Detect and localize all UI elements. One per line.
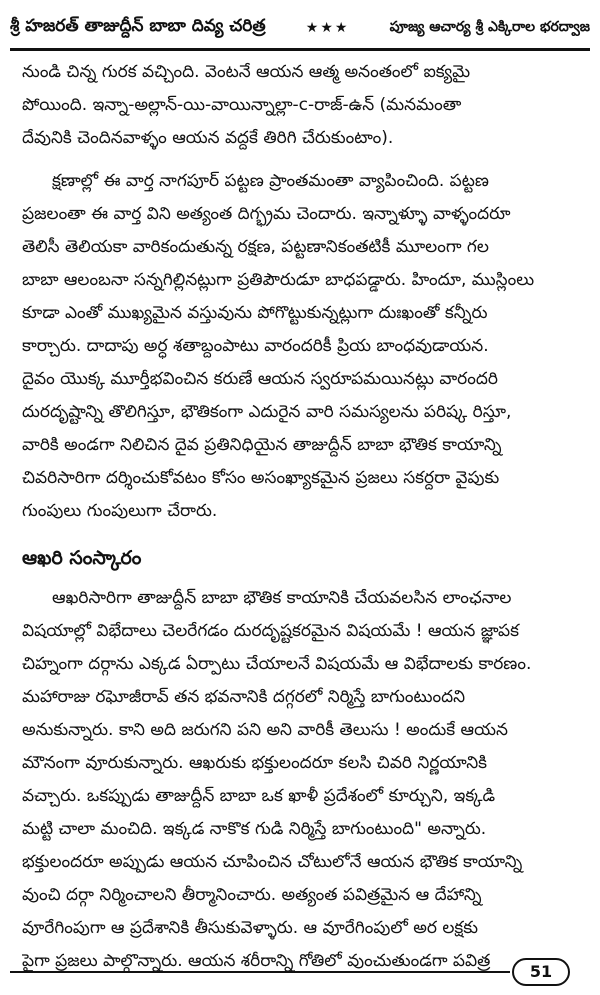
text-line: ఆఖరిసారిగా తాజుద్దీన్ బాబా భౌతిక కాయానికి చేయవలసిన లాంఛనాల	[52, 588, 512, 608]
text-line: వుంచి దర్గా నిర్మించాలని తీర్మానించారు. అత్యంత పవిత్రమైన ఆ దేహాన్ని	[22, 885, 482, 905]
page-footer	[10, 958, 590, 986]
page-body	[22, 56, 578, 988]
text-line: మౌనంగా వూరుకున్నారు. ఆఖరుకు భక్తులందరూ కలసి చివరి నిర్ణయానికి	[22, 753, 488, 773]
text-line: బాబా ఆలంబనా సన్నగిల్లినట్లుగా ప్రతిపౌరుడూ బాధపడ్డారు. హిందూ, ముస్లింలు	[22, 270, 535, 290]
text-line: ప్రజలంతా ఈ వార్త విని అత్యంత దిగ్భ్రమ చెందారు. ఇన్నాళ్ళూ వాళ్ళందరూ	[22, 204, 511, 224]
text-line: చిహ్నంగా దర్గాను ఎక్కడ ఏర్పాటు చేయాలనే విషయమే ఆ విభేదాలకు కారణం.	[22, 654, 532, 674]
text-line: కూడా ఎంతో ముఖ్యమైన వస్తువును పోగొట్టుకున్నట్లుగా దుఃఖంతో కన్నీరు	[22, 303, 488, 323]
paragraph-2	[22, 165, 578, 528]
text-line: క్షణాల్లో ఈ వార్త నాగపూర్ పట్టణ ప్రాంతమంతా వ్యాపించింది. పట్టణ	[52, 171, 489, 191]
star-ornament: ★★★	[305, 20, 350, 36]
text-line: కార్చారు. దాదాపు అర్ధ శతాబ్దంపాటు వారందరికీ ప్రియ బాంధవుడాయన.	[22, 336, 489, 356]
text-line: భక్తులందరూ అప్పుడు ఆయన చూపించిన చోటులోనే ఆయన భౌతిక కాయాన్ని	[22, 852, 523, 872]
text-line: అనుకున్నారు. కాని అది జరుగని పని అని వారికీ తెలుసు ! అందుకే ఆయన	[22, 720, 508, 740]
paragraph-3	[22, 582, 578, 978]
text-line: దైవం యొక్క మూర్తీభవించిన కరుణే ఆయన స్వరూపమయినట్లు వారందరి	[22, 369, 498, 389]
text-line: వచ్చారు. ఒకప్పుడు తాజుద్దీన్ బాబా ఒక ఖాళీ ప్రదేశంలో కూర్చుని, ఇక్కడి	[22, 786, 496, 806]
text-line: పోయింది. ఇన్నా-అల్లాన్-యి-వాయిన్నాల్లా-c-రాజ్-ఉన్ (మనమంతా	[22, 95, 462, 115]
author-name: పూజ్య ఆచార్య శ్రీ ఎక్కిరాల భరద్వాజ	[389, 18, 590, 35]
text-line: వూరేగింపుగా ఆ ప్రదేశానికి తీసుకువెళ్ళారు. ఆ వూరేగింపులో అర లక్షకు	[22, 918, 479, 938]
text-line: చివరిసారిగా దర్శించుకోవటం కోసం అసంఖ్యాకమైన ప్రజలు సకర్దరా వైపుకు	[22, 468, 500, 488]
text-line: గుంపులు గుంపులుగా చేరారు.	[22, 501, 218, 521]
text-line: మహారాజు రఘోజీరావ్ తన భవనానికి దగ్గరలో నిర్మిస్తే బాగుంటుందని	[22, 687, 466, 707]
text-line: వారికి అండగా నిలిచిన దైవ ప్రతినిధియైన తాజుద్దీన్ బాబా భౌతిక కాయాన్ని	[22, 435, 502, 455]
text-line: దేవునికి చెందినవాళ్ళం ఆయన వద్దకే తిరిగి చేరుకుంటాం).	[22, 128, 394, 148]
text-line: మట్టి చాలా మంచిది. ఇక్కడ నాకొక గుడి నిర్మిస్తే బాగుంటుంది" అన్నారు.	[22, 819, 487, 839]
paragraph-1	[22, 56, 578, 155]
footer-rule	[10, 971, 510, 973]
text-line: తెలిసీ తెలియకా వారికందుతున్న రక్షణ, పట్టణానికంతటికీ మూలంగా గల	[22, 237, 489, 257]
page-header	[10, 8, 590, 51]
text-line: విషయాల్లో విభేదాలు చెలరేగడం దురదృష్టకరమైన విషయమే ! ఆయన జ్ఞాపక	[22, 621, 519, 641]
book-title: శ్రీ హజరత్ తాజుద్దీన్ బాబా దివ్య చరిత్ర	[10, 16, 266, 36]
text-line: దురదృష్టాన్ని తొలిగిస్తూ, భౌతికంగా ఎదురైన వారి సమస్యలను పరిష్క రిస్తూ,	[22, 402, 512, 422]
page-number: 51	[512, 958, 570, 986]
text-line: పైగా ప్రజలు పాల్గొన్నారు. ఆయన శరీరాన్ని గోతిలో వుంచుతుండగా పవిత్ర	[22, 951, 491, 971]
section-heading: ఆఖరి సంస్కారం	[22, 547, 142, 569]
text-line: నుండి చిన్న గురక వచ్చింది. వెంటనే ఆయన ఆత్మ అనంతంలో ఐక్యమై	[22, 62, 471, 82]
